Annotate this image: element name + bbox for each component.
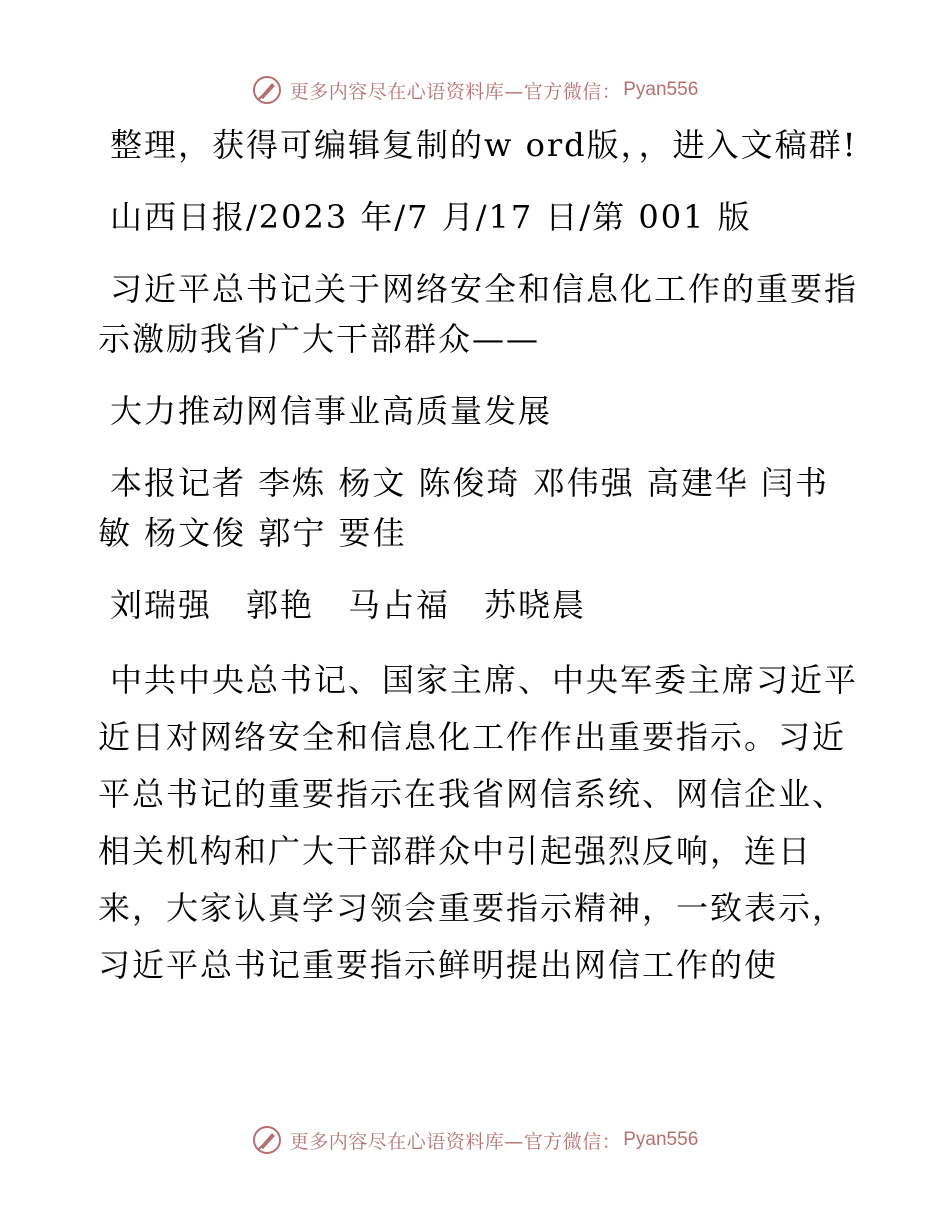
document-body [98, 120, 858, 1016]
intro-paragraph: 整理，获得可编辑复制的w ord版，，进入文稿群! [110, 126, 858, 164]
byline-continued: 刘瑞强 郭艳 马占福 苏晓晨 [110, 586, 587, 624]
quill-logo-icon [252, 1125, 282, 1155]
watermark-text: 更多内容尽在心语资料库—官方微信： [289, 80, 622, 103]
byline: 本报记者 李炼 杨文 陈俊琦 邓伟强 高建华 闫书敏 杨文俊 郭宁 要佳 [98, 464, 830, 552]
watermark-id: Pyan556 [623, 79, 699, 100]
watermark-text: 更多内容尽在心语资料库—官方微信： [289, 1130, 622, 1153]
headline: 习近平总书记关于网络安全和信息化工作的重要指示激励我省广大干部群众—— [98, 270, 859, 358]
subheadline: 大力推动网信事业高质量发展 [110, 392, 553, 430]
source-line: 山西日报/2023 年/7 月/17 日/第 001 版 [110, 198, 752, 236]
footer-watermark [0, 1120, 950, 1160]
body-paragraph: 中共中央总书记、国家主席、中央军委主席习近平近日对网络安全和信息化工作作出重要指示。习近平总书记的重要指示在我省网信系统、网信企业、相关机构和广大干部群众中引起强烈反响，连日来，大家认真学习领会重要指示精神，一致表示，习近平总书记重要指示鲜明提出网信工作的使 [98, 661, 859, 984]
header-watermark [0, 70, 950, 110]
watermark-id: Pyan556 [623, 1129, 699, 1150]
quill-logo-icon [252, 75, 282, 105]
